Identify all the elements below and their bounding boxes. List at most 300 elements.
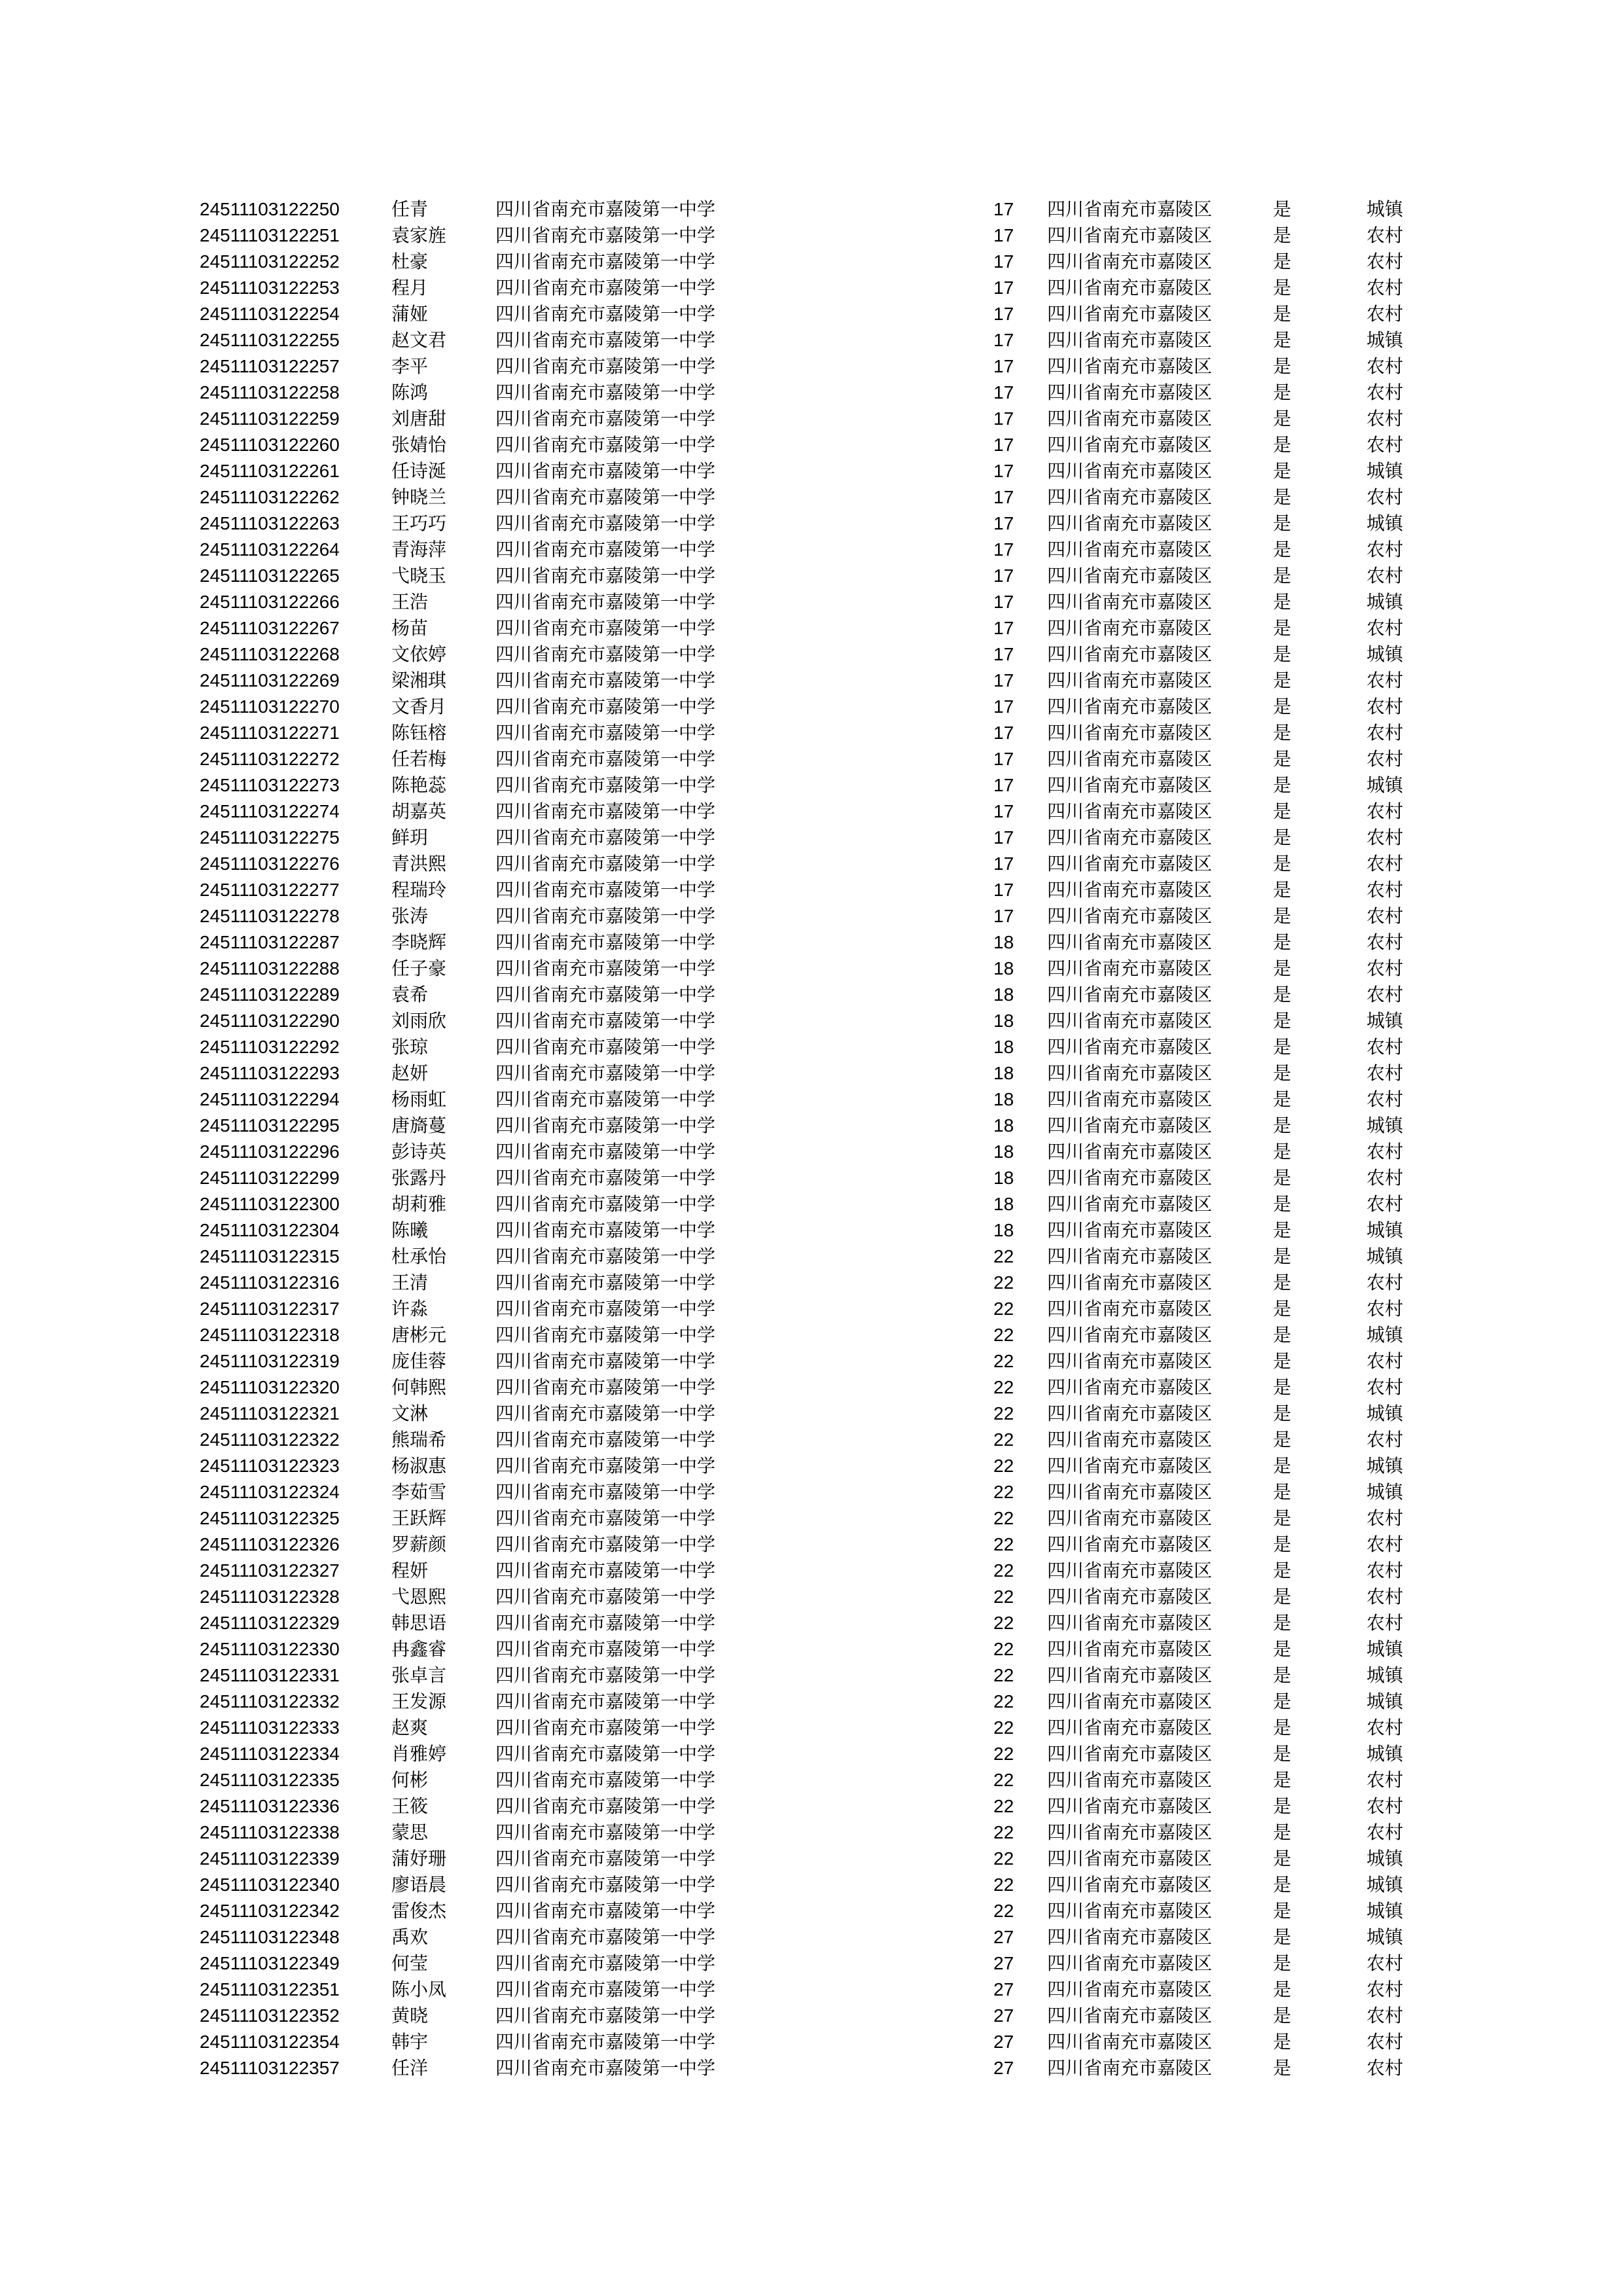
student-name-cell: 韩宇 — [391, 2031, 429, 2053]
table-row — [0, 2003, 1623, 2029]
school-cell: 四川省南充市嘉陵第一中学 — [495, 958, 716, 979]
student-name-cell: 唐彬元 — [391, 1324, 447, 1346]
class-number-cell: 18 — [993, 1011, 1014, 1031]
flag-cell: 是 — [1273, 800, 1292, 822]
student-name-cell: 任子豪 — [391, 958, 447, 979]
flag-cell: 是 — [1273, 1429, 1292, 1450]
flag-cell: 是 — [1273, 1952, 1292, 1974]
flag-cell: 是 — [1273, 905, 1292, 927]
student-id-cell: 24511103122259 — [200, 408, 340, 429]
flag-cell: 是 — [1273, 329, 1292, 351]
student-id-cell: 24511103122357 — [200, 2058, 340, 2078]
school-cell: 四川省南充市嘉陵第一中学 — [495, 931, 716, 953]
school-cell: 四川省南充市嘉陵第一中学 — [495, 1795, 716, 1817]
school-cell: 四川省南充市嘉陵第一中学 — [495, 1115, 716, 1136]
student-name-cell: 弋恩熙 — [391, 1586, 447, 1607]
table-row — [0, 1453, 1623, 1479]
table-row — [0, 1191, 1623, 1217]
school-cell: 四川省南充市嘉陵第一中学 — [495, 1821, 716, 1843]
student-id-cell: 24511103122331 — [200, 1665, 340, 1685]
flag-cell: 是 — [1273, 382, 1292, 403]
student-id-cell: 24511103122268 — [200, 644, 340, 664]
table-row — [0, 1505, 1623, 1532]
student-list-table — [0, 196, 1623, 2081]
region-cell: 四川省南充市嘉陵区 — [1047, 1612, 1213, 1634]
student-id-cell: 24511103122342 — [200, 1901, 340, 1921]
school-cell: 四川省南充市嘉陵第一中学 — [495, 1403, 716, 1424]
table-row — [0, 1767, 1623, 1793]
residence-type-cell: 城镇 — [1366, 1926, 1404, 1948]
region-cell: 四川省南充市嘉陵区 — [1047, 1115, 1213, 1136]
class-number-cell: 18 — [993, 984, 1014, 1005]
residence-type-cell: 农村 — [1366, 958, 1404, 979]
residence-type-cell: 城镇 — [1366, 1246, 1404, 1267]
residence-type-cell: 城镇 — [1366, 1900, 1404, 1922]
class-number-cell: 22 — [993, 1456, 1014, 1476]
residence-type-cell: 农村 — [1366, 617, 1404, 639]
region-cell: 四川省南充市嘉陵区 — [1047, 827, 1213, 848]
table-row — [0, 275, 1623, 301]
residence-type-cell: 农村 — [1366, 1534, 1404, 1555]
class-number-cell: 18 — [993, 1168, 1014, 1188]
region-cell: 四川省南充市嘉陵区 — [1047, 774, 1213, 796]
class-number-cell: 17 — [993, 880, 1014, 900]
region-cell: 四川省南充市嘉陵区 — [1047, 198, 1213, 220]
residence-type-cell: 城镇 — [1366, 1403, 1404, 1424]
residence-type-cell: 农村 — [1366, 1769, 1404, 1791]
flag-cell: 是 — [1273, 1874, 1292, 1895]
student-name-cell: 彭诗英 — [391, 1141, 447, 1162]
class-number-cell: 22 — [993, 1534, 1014, 1554]
school-cell: 四川省南充市嘉陵第一中学 — [495, 1246, 716, 1267]
class-number-cell: 17 — [993, 618, 1014, 638]
student-name-cell: 廖语晨 — [391, 1874, 447, 1895]
residence-type-cell: 农村 — [1366, 1821, 1404, 1843]
class-number-cell: 18 — [993, 1115, 1014, 1136]
student-name-cell: 韩思语 — [391, 1612, 447, 1634]
residence-type-cell: 农村 — [1366, 696, 1404, 717]
flag-cell: 是 — [1273, 1481, 1292, 1503]
school-cell: 四川省南充市嘉陵第一中学 — [495, 1455, 716, 1477]
residence-type-cell: 农村 — [1366, 1272, 1404, 1293]
residence-type-cell: 农村 — [1366, 748, 1404, 770]
table-row — [0, 694, 1623, 720]
region-cell: 四川省南充市嘉陵区 — [1047, 591, 1213, 613]
class-number-cell: 22 — [993, 1874, 1014, 1895]
student-id-cell: 24511103122320 — [200, 1377, 340, 1397]
class-number-cell: 22 — [993, 1639, 1014, 1659]
student-id-cell: 24511103122348 — [200, 1927, 340, 1947]
class-number-cell: 17 — [993, 487, 1014, 507]
region-cell: 四川省南充市嘉陵区 — [1047, 1403, 1213, 1424]
class-number-cell: 18 — [993, 1063, 1014, 1083]
table-row — [0, 1086, 1623, 1113]
student-name-cell: 程瑞玲 — [391, 879, 447, 901]
class-number-cell: 17 — [993, 225, 1014, 245]
flag-cell: 是 — [1273, 1979, 1292, 2000]
region-cell: 四川省南充市嘉陵区 — [1047, 800, 1213, 822]
residence-type-cell: 城镇 — [1366, 1691, 1404, 1712]
school-cell: 四川省南充市嘉陵第一中学 — [495, 1350, 716, 1372]
table-row — [0, 353, 1623, 380]
flag-cell: 是 — [1273, 1455, 1292, 1477]
region-cell: 四川省南充市嘉陵区 — [1047, 2057, 1213, 2079]
student-id-cell: 24511103122318 — [200, 1325, 340, 1345]
class-number-cell: 17 — [993, 408, 1014, 429]
residence-type-cell: 农村 — [1366, 2031, 1404, 2053]
region-cell: 四川省南充市嘉陵区 — [1047, 1010, 1213, 1031]
flag-cell: 是 — [1273, 643, 1292, 665]
residence-type-cell: 城镇 — [1366, 774, 1404, 796]
residence-type-cell: 城镇 — [1366, 1664, 1404, 1686]
student-name-cell: 文依婷 — [391, 643, 447, 665]
table-row — [0, 1793, 1623, 1820]
school-cell: 四川省南充市嘉陵第一中学 — [495, 984, 716, 1005]
school-cell: 四川省南充市嘉陵第一中学 — [495, 1848, 716, 1869]
region-cell: 四川省南充市嘉陵区 — [1047, 670, 1213, 691]
student-id-cell: 24511103122339 — [200, 1848, 340, 1869]
class-number-cell: 22 — [993, 1901, 1014, 1921]
region-cell: 四川省南充市嘉陵区 — [1047, 329, 1213, 351]
table-row — [0, 1479, 1623, 1505]
student-id-cell: 24511103122296 — [200, 1141, 340, 1162]
flag-cell: 是 — [1273, 617, 1292, 639]
flag-cell: 是 — [1273, 984, 1292, 1005]
student-id-cell: 24511103122299 — [200, 1168, 340, 1188]
residence-type-cell: 城镇 — [1366, 1743, 1404, 1765]
school-cell: 四川省南充市嘉陵第一中学 — [495, 905, 716, 927]
region-cell: 四川省南充市嘉陵区 — [1047, 853, 1213, 874]
residence-type-cell: 农村 — [1366, 1612, 1404, 1634]
student-id-cell: 24511103122267 — [200, 618, 340, 638]
region-cell: 四川省南充市嘉陵区 — [1047, 1769, 1213, 1791]
class-number-cell: 22 — [993, 1482, 1014, 1502]
table-row — [0, 772, 1623, 798]
residence-type-cell: 农村 — [1366, 408, 1404, 429]
student-id-cell: 24511103122277 — [200, 880, 340, 900]
table-row — [0, 720, 1623, 746]
student-id-cell: 24511103122325 — [200, 1508, 340, 1528]
student-name-cell: 文香月 — [391, 696, 447, 717]
student-id-cell: 24511103122349 — [200, 1953, 340, 1973]
class-number-cell: 18 — [993, 1141, 1014, 1162]
residence-type-cell: 农村 — [1366, 1141, 1404, 1162]
table-row — [0, 406, 1623, 432]
flag-cell: 是 — [1273, 1795, 1292, 1817]
class-number-cell: 18 — [993, 1194, 1014, 1214]
region-cell: 四川省南充市嘉陵区 — [1047, 696, 1213, 717]
flag-cell: 是 — [1273, 1298, 1292, 1319]
class-number-cell: 17 — [993, 330, 1014, 350]
table-row — [0, 929, 1623, 956]
school-cell: 四川省南充市嘉陵第一中学 — [495, 748, 716, 770]
residence-type-cell: 农村 — [1366, 827, 1404, 848]
student-name-cell: 赵妍 — [391, 1062, 429, 1084]
school-cell: 四川省南充市嘉陵第一中学 — [495, 460, 716, 482]
table-row — [0, 1741, 1623, 1767]
residence-type-cell: 农村 — [1366, 486, 1404, 508]
table-row — [0, 1532, 1623, 1558]
table-row — [0, 327, 1623, 353]
residence-type-cell: 城镇 — [1366, 329, 1404, 351]
flag-cell: 是 — [1273, 696, 1292, 717]
student-id-cell: 24511103122269 — [200, 670, 340, 691]
school-cell: 四川省南充市嘉陵第一中学 — [495, 1534, 716, 1555]
class-number-cell: 17 — [993, 199, 1014, 219]
region-cell: 四川省南充市嘉陵区 — [1047, 931, 1213, 953]
school-cell: 四川省南充市嘉陵第一中学 — [495, 408, 716, 429]
school-cell: 四川省南充市嘉陵第一中学 — [495, 1900, 716, 1922]
class-number-cell: 22 — [993, 1246, 1014, 1266]
class-number-cell: 17 — [993, 827, 1014, 848]
region-cell: 四川省南充市嘉陵区 — [1047, 1848, 1213, 1869]
table-row — [0, 1662, 1623, 1689]
school-cell: 四川省南充市嘉陵第一中学 — [495, 1926, 716, 1948]
table-row — [0, 1165, 1623, 1191]
region-cell: 四川省南充市嘉陵区 — [1047, 1900, 1213, 1922]
student-id-cell: 24511103122322 — [200, 1429, 340, 1450]
residence-type-cell: 农村 — [1366, 1036, 1404, 1058]
school-cell: 四川省南充市嘉陵第一中学 — [495, 1324, 716, 1346]
flag-cell: 是 — [1273, 1141, 1292, 1162]
flag-cell: 是 — [1273, 1088, 1292, 1110]
flag-cell: 是 — [1273, 1036, 1292, 1058]
flag-cell: 是 — [1273, 565, 1292, 586]
student-id-cell: 24511103122304 — [200, 1220, 340, 1240]
class-number-cell: 17 — [993, 539, 1014, 560]
residence-type-cell: 农村 — [1366, 931, 1404, 953]
table-row — [0, 301, 1623, 327]
student-name-cell: 刘雨欣 — [391, 1010, 447, 1031]
table-row — [0, 432, 1623, 458]
flag-cell: 是 — [1273, 748, 1292, 770]
class-number-cell: 17 — [993, 278, 1014, 298]
student-id-cell: 24511103122275 — [200, 827, 340, 848]
flag-cell: 是 — [1273, 1900, 1292, 1922]
student-name-cell: 王发源 — [391, 1691, 447, 1712]
residence-type-cell: 农村 — [1366, 800, 1404, 822]
student-name-cell: 王筱 — [391, 1795, 429, 1817]
school-cell: 四川省南充市嘉陵第一中学 — [495, 224, 716, 246]
flag-cell: 是 — [1273, 1821, 1292, 1843]
residence-type-cell: 农村 — [1366, 1062, 1404, 1084]
school-cell: 四川省南充市嘉陵第一中学 — [495, 1219, 716, 1241]
class-number-cell: 17 — [993, 435, 1014, 455]
student-name-cell: 刘唐甜 — [391, 408, 447, 429]
student-id-cell: 24511103122265 — [200, 565, 340, 586]
flag-cell: 是 — [1273, 1403, 1292, 1424]
region-cell: 四川省南充市嘉陵区 — [1047, 539, 1213, 560]
student-name-cell: 王浩 — [391, 591, 429, 613]
school-cell: 四川省南充市嘉陵第一中学 — [495, 591, 716, 613]
residence-type-cell: 农村 — [1366, 277, 1404, 298]
student-id-cell: 24511103122289 — [200, 984, 340, 1005]
region-cell: 四川省南充市嘉陵区 — [1047, 1717, 1213, 1738]
residence-type-cell: 农村 — [1366, 355, 1404, 377]
student-id-cell: 24511103122321 — [200, 1403, 340, 1424]
region-cell: 四川省南充市嘉陵区 — [1047, 1141, 1213, 1162]
residence-type-cell: 城镇 — [1366, 1848, 1404, 1869]
class-number-cell: 22 — [993, 1272, 1014, 1293]
region-cell: 四川省南充市嘉陵区 — [1047, 303, 1213, 325]
student-name-cell: 黄晓 — [391, 2005, 429, 2026]
flag-cell: 是 — [1273, 670, 1292, 691]
student-id-cell: 24511103122274 — [200, 801, 340, 821]
region-cell: 四川省南充市嘉陵区 — [1047, 1298, 1213, 1319]
region-cell: 四川省南充市嘉陵区 — [1047, 277, 1213, 298]
table-row — [0, 1060, 1623, 1086]
school-cell: 四川省南充市嘉陵第一中学 — [495, 251, 716, 272]
student-name-cell: 青洪熙 — [391, 853, 447, 874]
class-number-cell: 22 — [993, 1325, 1014, 1345]
student-id-cell: 24511103122266 — [200, 592, 340, 612]
student-name-cell: 青海萍 — [391, 539, 447, 560]
table-row — [0, 1898, 1623, 1924]
table-row — [0, 1374, 1623, 1401]
region-cell: 四川省南充市嘉陵区 — [1047, 1481, 1213, 1503]
student-id-cell: 24511103122326 — [200, 1534, 340, 1554]
table-row — [0, 380, 1623, 406]
student-name-cell: 雷俊杰 — [391, 1900, 447, 1922]
student-id-cell: 24511103122258 — [200, 382, 340, 403]
class-number-cell: 18 — [993, 1220, 1014, 1240]
class-number-cell: 17 — [993, 749, 1014, 769]
class-number-cell: 22 — [993, 1822, 1014, 1842]
residence-type-cell: 农村 — [1366, 1507, 1404, 1529]
residence-type-cell: 农村 — [1366, 434, 1404, 456]
student-id-cell: 24511103122271 — [200, 723, 340, 743]
school-cell: 四川省南充市嘉陵第一中学 — [495, 1062, 716, 1084]
class-number-cell: 22 — [993, 1613, 1014, 1633]
residence-type-cell: 农村 — [1366, 670, 1404, 691]
student-name-cell: 胡莉雅 — [391, 1193, 447, 1215]
region-cell: 四川省南充市嘉陵区 — [1047, 408, 1213, 429]
region-cell: 四川省南充市嘉陵区 — [1047, 1507, 1213, 1529]
class-number-cell: 22 — [993, 1665, 1014, 1685]
class-number-cell: 22 — [993, 1744, 1014, 1764]
flag-cell: 是 — [1273, 2005, 1292, 2026]
flag-cell: 是 — [1273, 1717, 1292, 1738]
student-id-cell: 24511103122335 — [200, 1770, 340, 1790]
region-cell: 四川省南充市嘉陵区 — [1047, 355, 1213, 377]
residence-type-cell: 农村 — [1366, 1952, 1404, 1974]
region-cell: 四川省南充市嘉陵区 — [1047, 958, 1213, 979]
residence-type-cell: 农村 — [1366, 303, 1404, 325]
table-row — [0, 1924, 1623, 1950]
student-id-cell: 24511103122278 — [200, 906, 340, 926]
region-cell: 四川省南充市嘉陵区 — [1047, 2005, 1213, 2026]
residence-type-cell: 农村 — [1366, 1560, 1404, 1581]
flag-cell: 是 — [1273, 539, 1292, 560]
student-name-cell: 冉鑫睿 — [391, 1638, 447, 1660]
flag-cell: 是 — [1273, 408, 1292, 429]
school-cell: 四川省南充市嘉陵第一中学 — [495, 1193, 716, 1215]
student-id-cell: 24511103122272 — [200, 749, 340, 769]
region-cell: 四川省南充市嘉陵区 — [1047, 251, 1213, 272]
student-id-cell: 24511103122251 — [200, 225, 340, 245]
table-row — [0, 1348, 1623, 1374]
student-name-cell: 李茹雪 — [391, 1481, 447, 1503]
region-cell: 四川省南充市嘉陵区 — [1047, 1062, 1213, 1084]
student-name-cell: 李平 — [391, 355, 429, 377]
flag-cell: 是 — [1273, 1246, 1292, 1267]
region-cell: 四川省南充市嘉陵区 — [1047, 617, 1213, 639]
student-name-cell: 杨淑惠 — [391, 1455, 447, 1477]
class-number-cell: 27 — [993, 2032, 1014, 2052]
region-cell: 四川省南充市嘉陵区 — [1047, 1874, 1213, 1895]
student-id-cell: 24511103122329 — [200, 1613, 340, 1633]
student-name-cell: 任诗涎 — [391, 460, 447, 482]
school-cell: 四川省南充市嘉陵第一中学 — [495, 2057, 716, 2079]
school-cell: 四川省南充市嘉陵第一中学 — [495, 1507, 716, 1529]
flag-cell: 是 — [1273, 1612, 1292, 1634]
flag-cell: 是 — [1273, 827, 1292, 848]
student-name-cell: 蒙思 — [391, 1821, 429, 1843]
student-id-cell: 24511103122332 — [200, 1691, 340, 1712]
table-row — [0, 1846, 1623, 1872]
residence-type-cell: 农村 — [1366, 722, 1404, 744]
school-cell: 四川省南充市嘉陵第一中学 — [495, 1664, 716, 1686]
class-number-cell: 17 — [993, 670, 1014, 691]
table-row — [0, 589, 1623, 615]
class-number-cell: 22 — [993, 1351, 1014, 1371]
student-id-cell: 24511103122293 — [200, 1063, 340, 1083]
student-name-cell: 唐旖蔓 — [391, 1115, 447, 1136]
student-id-cell: 24511103122352 — [200, 2005, 340, 2026]
table-row — [0, 903, 1623, 929]
student-name-cell: 王跃辉 — [391, 1507, 447, 1529]
student-id-cell: 24511103122340 — [200, 1874, 340, 1895]
class-number-cell: 22 — [993, 1717, 1014, 1738]
flag-cell: 是 — [1273, 1010, 1292, 1031]
school-cell: 四川省南充市嘉陵第一中学 — [495, 1376, 716, 1398]
student-name-cell: 钟晓兰 — [391, 486, 447, 508]
table-row — [0, 249, 1623, 275]
table-row — [0, 223, 1623, 249]
residence-type-cell: 城镇 — [1366, 1115, 1404, 1136]
student-id-cell: 24511103122287 — [200, 932, 340, 952]
table-row — [0, 1584, 1623, 1610]
residence-type-cell: 城镇 — [1366, 1481, 1404, 1503]
school-cell: 四川省南充市嘉陵第一中学 — [495, 329, 716, 351]
flag-cell: 是 — [1273, 277, 1292, 298]
student-name-cell: 鲜玥 — [391, 827, 429, 848]
school-cell: 四川省南充市嘉陵第一中学 — [495, 1979, 716, 2000]
class-number-cell: 17 — [993, 251, 1014, 272]
residence-type-cell: 农村 — [1366, 905, 1404, 927]
region-cell: 四川省南充市嘉陵区 — [1047, 1560, 1213, 1581]
school-cell: 四川省南充市嘉陵第一中学 — [495, 1691, 716, 1712]
residence-type-cell: 城镇 — [1366, 643, 1404, 665]
region-cell: 四川省南充市嘉陵区 — [1047, 1036, 1213, 1058]
student-name-cell: 陈艳蕊 — [391, 774, 447, 796]
region-cell: 四川省南充市嘉陵区 — [1047, 1821, 1213, 1843]
student-id-cell: 24511103122336 — [200, 1796, 340, 1816]
flag-cell: 是 — [1273, 591, 1292, 613]
student-name-cell: 陈小凤 — [391, 1979, 447, 2000]
table-row — [0, 982, 1623, 1008]
class-number-cell: 18 — [993, 958, 1014, 978]
region-cell: 四川省南充市嘉陵区 — [1047, 1219, 1213, 1241]
class-number-cell: 22 — [993, 1560, 1014, 1581]
table-row — [0, 1950, 1623, 1977]
class-number-cell: 27 — [993, 1927, 1014, 1947]
student-name-cell: 杨雨虹 — [391, 1088, 447, 1110]
residence-type-cell: 农村 — [1366, 1193, 1404, 1215]
residence-type-cell: 农村 — [1366, 2057, 1404, 2079]
school-cell: 四川省南充市嘉陵第一中学 — [495, 2005, 716, 2026]
residence-type-cell: 农村 — [1366, 1298, 1404, 1319]
